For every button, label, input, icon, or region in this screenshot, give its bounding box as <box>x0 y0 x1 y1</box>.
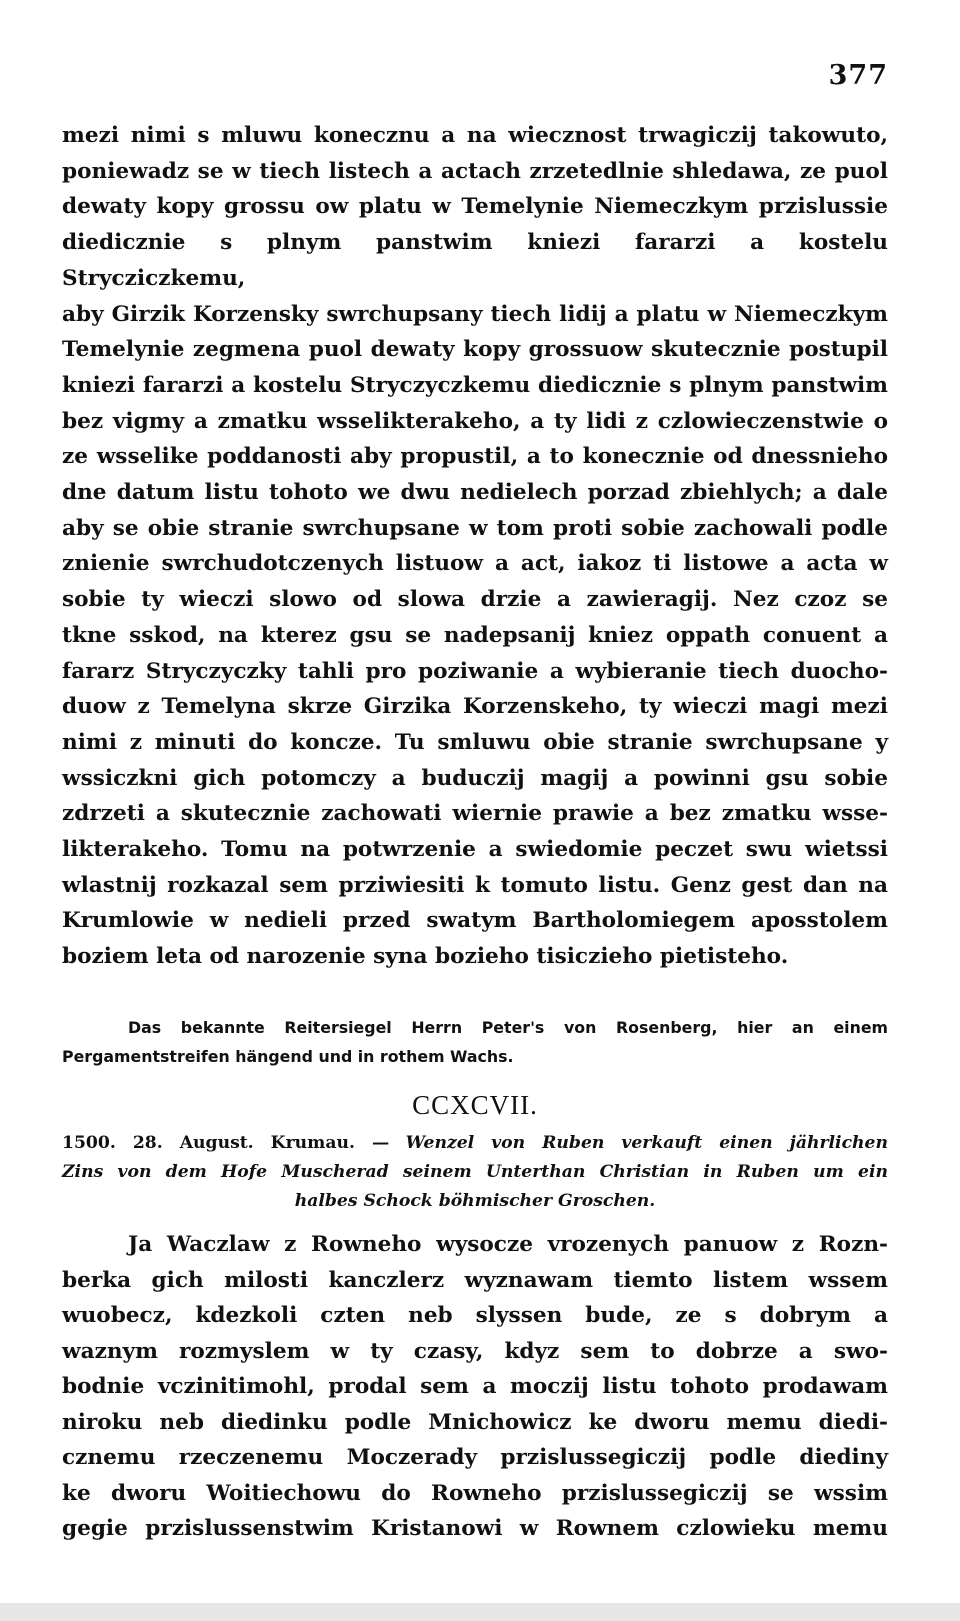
text-line: wssiczkni gich potomczy a buduczij magij a powinni gsu sobie <box>62 765 888 791</box>
document-number: CCXCVII. <box>412 1090 538 1120</box>
text-line: Krumlowie w nedieli przed swatym Bartholomiegem aposstolem <box>62 908 888 934</box>
text-line: ke dworu Woitiechowu do Rowneho przislussegiczij se wssim <box>62 1480 888 1506</box>
text-line: boziem leta od narozenie syna bozieho tisiczieho pietisteho. <box>62 944 789 970</box>
text-line: Ja Waczlaw z Rowneho wysocze vrozenych panuow z Rozn- <box>128 1232 888 1257</box>
charter-text-continued <box>62 118 888 975</box>
charter-text <box>62 1227 888 1547</box>
regest-summary: Zins von dem Hofe Muscherad seinem Unterthan Christian in Ruben um ein <box>62 1162 888 1182</box>
text-line: likterakeho. Tomu na potwrzenie a swiedomie peczet swu wietssi <box>62 837 888 863</box>
regest-summary: halbes Schock böhmischer Groschen. <box>294 1191 656 1211</box>
text-line: waznym rozmyslem w ty czasy, kdyz sem to dobrze a swo- <box>62 1338 888 1364</box>
seal-note <box>62 1013 888 1071</box>
scan-edge <box>0 1603 960 1621</box>
text-line: kniezi fararzi a kostelu Stryczyczkemu diedicznie s plnym panstwim <box>62 372 888 398</box>
text-line: aby Girzik Korzensky swrchupsany tiech lidij a platu w Niemeczkym <box>62 301 888 327</box>
text-line: nimi z minuti do koncze. Tu smluwu obie stranie swrchupsane y <box>62 729 888 755</box>
text-line: cznemu rzeczenemu Moczerady przislussegiczij podle diediny <box>62 1445 888 1470</box>
regest-summary: Wenzel von Ruben verkauft einen jährlichen <box>405 1133 888 1153</box>
text-line: dewaty kopy grossu ow platu w Temelynie Niemeczkym przislussie <box>62 194 888 220</box>
text-line: Temelynie zegmena puol dewaty kopy grossuow skutecznie postupil <box>62 337 888 363</box>
page-number: 377 <box>828 60 888 91</box>
text-line: ze wsselike poddanosti aby propustil, a to konecznie od dnessnieho <box>62 444 888 470</box>
text-line: duow z Temelyna skrze Girzika Korzenskeho, ty wieczi magi mezi <box>62 694 888 720</box>
text-line: zdrzeti a skutecznie zachowati wiernie prawie a bez zmatku wsse- <box>62 801 888 827</box>
text-line: dne datum listu tohoto we dwu nedielech porzad zbiehlych; a dale <box>62 480 888 506</box>
text-line: niroku neb diedinku podle Mnichowicz ke dworu memu diedi- <box>62 1409 888 1435</box>
regest-line <box>62 1129 888 1158</box>
document-regest <box>62 1129 888 1216</box>
text-line: aby se obie stranie swrchupsane w tom proti sobie zachowali podle <box>62 515 888 541</box>
text-line: bodnie vczinitimohl, prodal sem a moczij listu tohoto prodawam <box>62 1374 888 1399</box>
note-line: Das bekannte Reitersiegel Herrn Peter's von Rosenberg, hier an einem <box>128 1018 888 1037</box>
note-line: Pergamentstreifen hängend und in rothem Wachs. <box>62 1047 514 1066</box>
text-line: wlastnij rozkazal sem prziwiesiti k tomuto listu. Genz gest dan na <box>62 872 888 898</box>
text-line: gegie przislussenstwim Kristanowi w Rownem czlowieku memu <box>62 1516 888 1541</box>
text-line: fararz Stryczyczky tahli pro poziwanie a wybieranie tiech duocho- <box>62 658 888 684</box>
text-line: poniewadz se w tiech listech a actach zrzetedlnie shledawa, ze puol <box>62 158 888 184</box>
text-line: mezi nimi s mluwu konecznu a na wiecznost trwagiczij takowuto, <box>62 123 888 148</box>
text-line: znienie swrchudotczenych listuow a act, iakoz ti listowe a acta w <box>62 551 888 577</box>
text-line: berka gich milosti kanczlerz wyznawam tiemto listem wssem <box>62 1267 888 1293</box>
text-line: wuobecz, kdezkoli czten neb slyssen bude, ze s dobrym a <box>62 1303 888 1328</box>
text-line: diedicznie s plnym panstwim kniezi fararzi a kostelu Strycziczkemu, <box>62 230 888 291</box>
text-line: tkne sskod, na kterez gsu se nadepsanij kniez oppath conuent a <box>62 622 888 648</box>
regest-date: 1500. 28. August. Krumau. — <box>62 1133 390 1153</box>
text-line: sobie ty wieczi slowo od slowa drzie a zawieragij. Nez czoz se <box>62 587 888 613</box>
text-line: bez vigmy a zmatku wsselikterakeho, a ty lidi z czlowieczenstwie o <box>62 408 888 434</box>
